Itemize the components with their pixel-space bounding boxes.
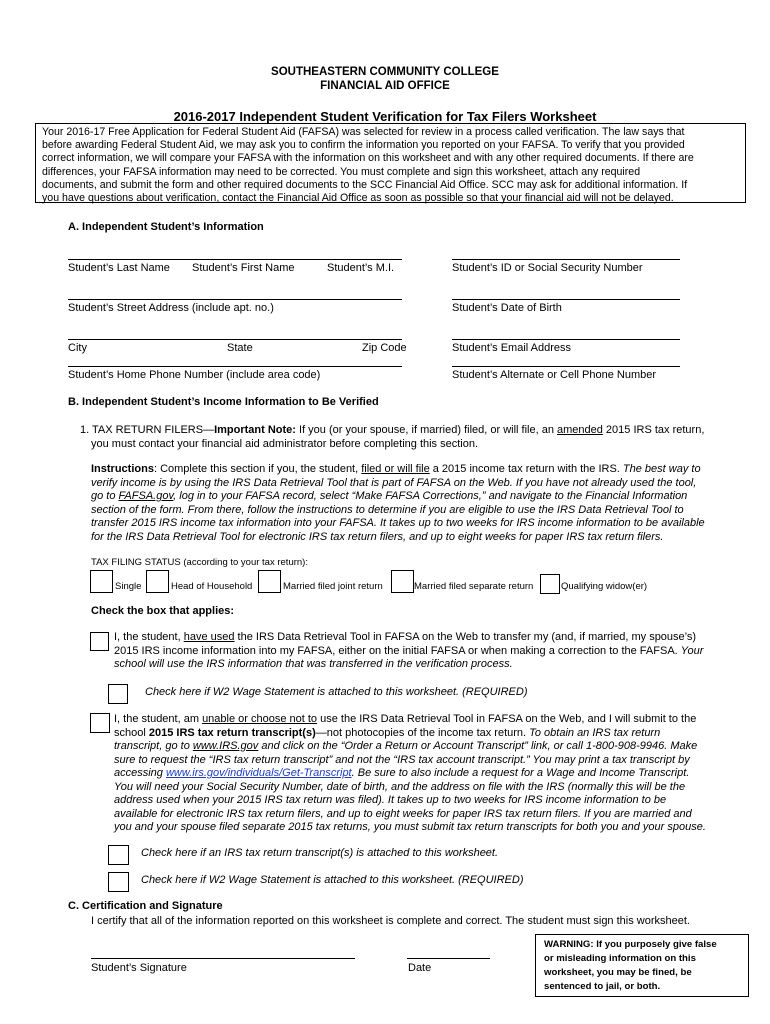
city-state-zip-input-line[interactable] [68, 339, 402, 340]
intro-line: Your 2016-17 Free Application for Federal Student Aid (FAFSA) was selected for review in a process called verification. The law says that [42, 126, 685, 138]
signature-input-line[interactable] [91, 958, 355, 959]
section-b-heading: B. Independent Student’s Income Information to Be Verified [68, 396, 379, 408]
transcript-attached-checkbox[interactable] [108, 845, 129, 865]
warning-line: sentenced to jail, or both. [544, 981, 661, 992]
certify-text: I certify that all of the information reported on this worksheet is complete and correct. The student must sign this worksheet. [91, 915, 690, 927]
state-label: State [227, 342, 253, 354]
street-label: Student’s Street Address (include apt. no.) [68, 302, 274, 314]
married-joint-label: Married filed joint return [283, 581, 383, 592]
married-joint-checkbox[interactable] [258, 570, 281, 593]
head-of-household-checkbox[interactable] [146, 570, 169, 593]
w2-attached-checkbox-1[interactable] [108, 684, 128, 704]
warning-line: WARNING: If you purposely give false [544, 939, 717, 950]
fafsa-link[interactable]: FAFSA.gov [118, 490, 174, 502]
home-phone-label: Student’s Home Phone Number (include area code) [68, 369, 321, 381]
college-name: SOUTHEASTERN COMMUNITY COLLEGE [271, 66, 499, 78]
warning-box [535, 934, 749, 997]
qualifying-widow-checkbox[interactable] [540, 574, 560, 594]
option1-paragraph: I, the student, have used the IRS Data Retrieval Tool in FAFSA on the Web to transfer my (and, if married, my spouse’s) 2015 IRS income information into my FAFSA, either on the initial FAFSA or when making a correction to the FAFSA. Your school will use the IRS information that was transferred in the verification process. [114, 631, 704, 670]
intro-line: before awarding Federal Student Aid, we may ask you to confirm the information you reported on your FAFSA. To verify that you provided [42, 139, 685, 152]
item1-paragraph: 1. TAX RETURN FILERS—Important Note: If you (or your spouse, if married) filed, or will file, an amended 2015 IRS tax return, you must contact your financial aid administrator before completing this section. [80, 424, 705, 450]
married-separate-checkbox[interactable] [391, 570, 414, 593]
instructions-paragraph: Instructions: Complete this section if you, the student, filed or will file a 2015 income tax return with the IRS. The best way to verify income is by using the IRS Data Retrieval Tool that is part of FAFSA on the Web. If you have not already used the tool, go to FAFSA.gov, log in to your FAFSA record, select “Make FAFSA Corrections,” and navigate to the Financial Information section of the form. From there, follow the instructions to determine if you are eligible to use the IRS Data Retrieval Tool to transfer 2015 IRS income tax information into your FAFSA. It takes up to two weeks for IRS income information to be available for the IRS Data Retrieval Tool for electronic IRS tax return filers, and up to eight weeks for paper IRS tax return filers. [91, 463, 705, 543]
email-input-line[interactable] [452, 339, 680, 340]
dob-input-line[interactable] [452, 299, 680, 300]
drt-used-checkbox[interactable] [90, 632, 109, 651]
married-separate-label: Married filed separate return [414, 581, 534, 592]
single-checkbox[interactable] [90, 570, 113, 593]
warning-line: or misleading information on this [544, 953, 696, 964]
city-label: City [68, 342, 87, 354]
filing-status-label: TAX FILING STATUS (according to your tax return): [91, 557, 308, 568]
dob-label: Student’s Date of Birth [452, 302, 562, 314]
last-name-label: Student’s Last Name [68, 262, 170, 274]
first-name-label: Student’s First Name [192, 262, 295, 274]
w2-attached-label-1: Check here if W2 Wage Statement is attached to this worksheet. (REQUIRED) [145, 686, 528, 698]
home-phone-input-line[interactable] [68, 366, 402, 367]
irs-gov-link[interactable]: www.IRS.gov [192, 740, 259, 752]
section-a-heading: A. Independent Student’s Information [68, 221, 264, 233]
section-c-heading: C. Certification and Signature [68, 900, 223, 912]
qualifying-widow-label: Qualifying widow(er) [561, 581, 648, 592]
option2-paragraph: I, the student, am unable or choose not to use the IRS Data Retrieval Tool in FAFSA on the Web, and I will submit to the school 2015 IRS tax return transcript(s)—not photocopies of the income tax return. To obtain an IRS tax return transcript, go to www.IRS.gov and click on the “Order a Return or Account Transcript” link, or call 1-800-908-9946. Make sure to request the “IRS tax return transcript” and not the “IRS tax account transcript.” You may print a tax transcript by accessing www.irs.gov/individuals/Get-Transcript. Be sure to also include a request for a Wage and Income Transcript. You will need your Social Security Number, date of birth, and the address on file with the IRS (normally this will be the address used when your 2015 IRS tax return was filed). It takes up to two weeks for IRS income information to be available for electronic IRS tax return filers, and up to eight weeks for paper IRS tax return filers. If you are married and you and your spouse filed separate 2015 tax returns, you must submit tax return transcripts for both you and your spouse. [114, 713, 706, 833]
date-label: Date [408, 962, 432, 974]
name-input-line[interactable] [68, 259, 402, 260]
signature-label: Student’s Signature [91, 962, 187, 974]
intro-line: you have questions about verification, contact the Financial Aid Office as soon as possible so that your financial aid will not be delayed. [42, 192, 674, 205]
date-input-line[interactable] [407, 958, 490, 959]
check-applies-label: Check the box that applies: [91, 605, 235, 617]
get-transcript-link[interactable]: www.irs.gov/individuals/Get-Transcript [165, 767, 352, 779]
zip-label: Zip Code [362, 342, 407, 354]
head-of-household-label: Head of Household [171, 581, 253, 592]
w2-attached-checkbox-2[interactable] [108, 872, 129, 892]
alt-phone-input-line[interactable] [452, 366, 680, 367]
student-id-label: Student’s ID or Social Security Number [452, 262, 643, 274]
intro-line: differences, your FAFSA information may need to be corrected. You must complete and sign this worksheet, attach any required [42, 165, 641, 178]
street-input-line[interactable] [68, 299, 402, 300]
office-name: FINANCIAL AID OFFICE [320, 80, 450, 92]
transcript-attached-label: Check here if an IRS tax return transcript(s) is attached to this worksheet. [141, 847, 499, 859]
intro-line: documents, and submit the form and other required documents to the SCC Financial Aid Office. SCC may ask for additional information. If [42, 178, 688, 191]
alt-phone-label: Student’s Alternate or Cell Phone Number [452, 369, 657, 381]
single-label: Single [115, 581, 142, 592]
w2-attached-label-2: Check here if W2 Wage Statement is attached to this worksheet. (REQUIRED) [141, 874, 524, 886]
warning-line: worksheet, you may be fined, be [544, 967, 692, 978]
intro-line: correct information, we will compare your FAFSA with the information on this worksheet and with any other required documents. If there are [42, 152, 694, 165]
email-label: Student’s Email Address [452, 342, 572, 354]
page-title: 2016-2017 Independent Student Verification for Tax Filers Worksheet [173, 109, 597, 124]
intro-box [35, 123, 746, 203]
student-id-input-line[interactable] [452, 259, 680, 260]
transcript-option-checkbox[interactable] [90, 713, 110, 733]
mi-label: Student’s M.I. [327, 262, 395, 274]
